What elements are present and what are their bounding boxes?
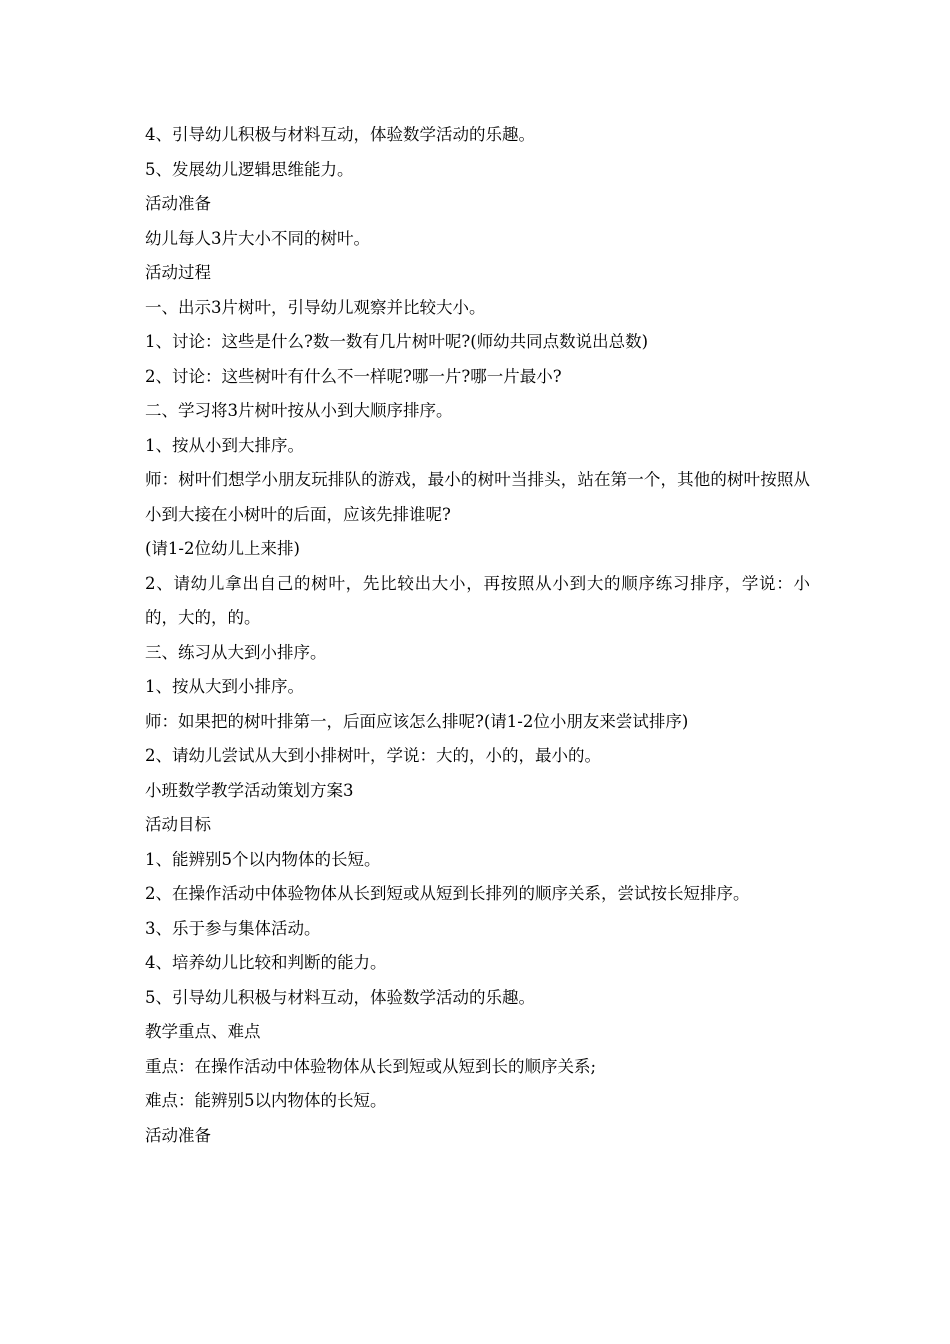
- paragraph-goal-b3: 3、乐于参与集体活动。: [145, 918, 321, 938]
- paragraph-step-3-1: 1、按从大到小排序。: [145, 677, 304, 696]
- paragraph-goal-5: 5、发展幼儿逻辑思维能力。: [145, 159, 354, 179]
- paragraph-step-1: 一、出示3片树叶，引导幼儿观察并比较大小。: [145, 297, 486, 317]
- paragraph-note-1: (请1-2位幼儿上来排): [145, 539, 300, 558]
- paragraph-preparation: 幼儿每人3片大小不同的树叶。: [145, 228, 370, 248]
- paragraph-goal-b2: 2、在操作活动中体验物体从长到短或从短到长排列的顺序关系，尝试按长短排序。: [145, 884, 750, 903]
- heading-goals: 活动目标: [145, 815, 211, 834]
- heading-plan-3: 小班数学教学活动策划方案3: [145, 780, 354, 800]
- heading-process: 活动过程: [145, 263, 211, 282]
- paragraph-key-point: 重点：在操作活动中体验物体从长到短或从短到长的顺序关系;: [145, 1056, 597, 1076]
- paragraph-goal-b4: 4、培养幼儿比较和判断的能力。: [145, 953, 387, 972]
- paragraph-teacher-1: 师：树叶们想学小朋友玩排队的游戏，最小的树叶当排头，站在第一个，其他的树叶按照从小到大接在小树叶的后面，应该先排谁呢?: [145, 470, 810, 524]
- paragraph-difficulty: 难点：能辨别5以内物体的长短。: [145, 1091, 387, 1110]
- paragraph-step-1-2: 2、讨论：这些树叶有什么不一样呢?哪一片?哪一片最小?: [145, 366, 562, 386]
- paragraph-goal-4: 4、引导幼儿积极与材料互动，体验数学活动的乐趣。: [145, 125, 535, 144]
- paragraph-step-3-2: 2、请幼儿尝试从大到小排树叶，学说：大的，小的，最小的。: [145, 746, 601, 765]
- paragraph-step-2-2: 2、请幼儿拿出自己的树叶，先比较出大小，再按照从小到大的顺序练习排序，学说：小的，大的，的。: [145, 573, 810, 627]
- heading-preparation-2: 活动准备: [145, 1125, 211, 1145]
- heading-key-points: 教学重点、难点: [145, 1022, 261, 1041]
- paragraph-goal-b1: 1、能辨别5个以内物体的长短。: [145, 849, 381, 869]
- paragraph-step-2: 二、学习将3片树叶按从小到大顺序排序。: [145, 401, 453, 420]
- paragraph-teacher-2: 师：如果把的树叶排第一，后面应该怎么排呢?(请1-2位小朋友来尝试排序): [145, 711, 689, 731]
- heading-preparation: 活动准备: [145, 194, 211, 213]
- document-body: [145, 118, 810, 1153]
- paragraph-step-1-1: 1、讨论：这些是什么?数一数有几片树叶呢?(师幼共同点数说出总数): [145, 332, 649, 351]
- paragraph-step-3: 三、练习从大到小排序。: [145, 642, 327, 662]
- paragraph-step-2-1: 1、按从小到大排序。: [145, 435, 304, 455]
- paragraph-goal-b5: 5、引导幼儿积极与材料互动，体验数学活动的乐趣。: [145, 987, 535, 1007]
